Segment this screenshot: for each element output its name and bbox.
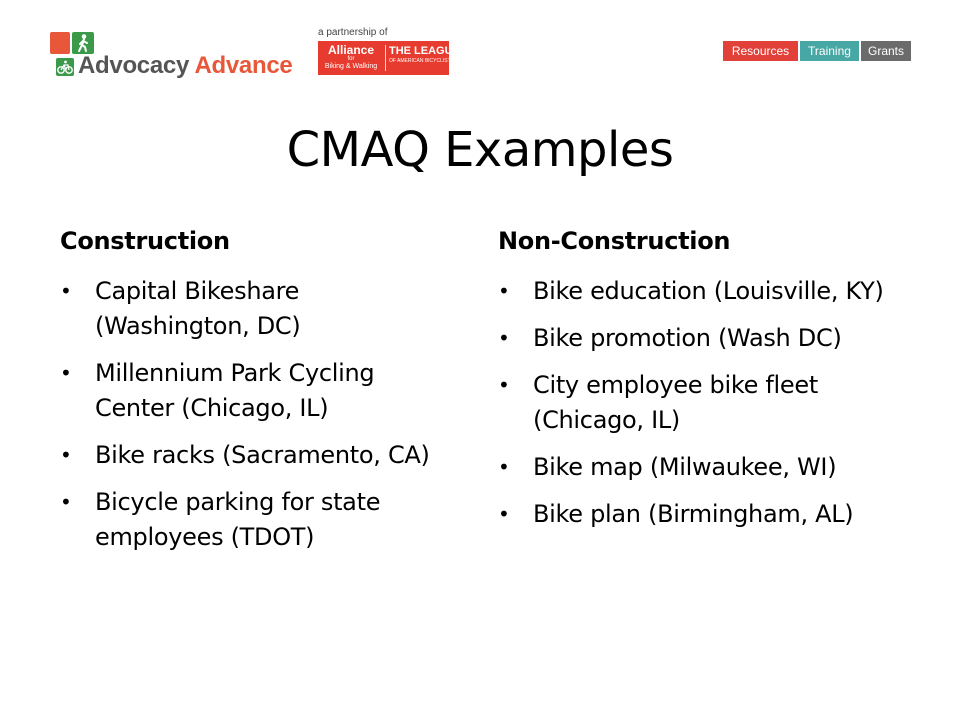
nav-grants-button[interactable]: Grants: [861, 41, 911, 61]
construction-list: [60, 274, 460, 555]
construction-item: [60, 356, 460, 426]
alliance-logo[interactable]: [321, 44, 381, 72]
league-line1: THE LEAGUE: [389, 45, 460, 57]
non-construction-list: [498, 274, 898, 532]
construction-heading: Construction: [60, 227, 230, 255]
non-construction-item-text: Bike plan (Birmingham, AL): [533, 500, 854, 528]
partner-divider: [385, 45, 386, 71]
construction-item-text: Capital Bikeshare (Washington, DC): [95, 277, 301, 340]
bullet-icon: •: [498, 502, 510, 526]
bullet-icon: •: [498, 279, 510, 303]
construction-column: [60, 222, 460, 567]
league-line2: OF AMERICAN BICYCLISTS: [389, 58, 455, 64]
alliance-line3: Biking & Walking: [324, 63, 378, 70]
bullet-icon: •: [498, 373, 510, 397]
logo-green-square: [72, 32, 94, 54]
alliance-line2: for: [347, 56, 355, 62]
league-logo[interactable]: [389, 45, 460, 64]
construction-item: [60, 438, 460, 473]
logo-wordmark: [78, 52, 292, 80]
non-construction-item: [498, 321, 898, 356]
construction-item: [60, 485, 460, 555]
bullet-icon: •: [60, 279, 72, 303]
logo-word-advance: Advance: [194, 52, 293, 79]
bullet-icon: •: [498, 326, 510, 350]
non-construction-column: [498, 222, 898, 544]
nav-resources-button[interactable]: Resources: [723, 41, 798, 61]
bullet-icon: •: [60, 361, 72, 385]
construction-item-text: Millennium Park Cycling Center (Chicago, IL): [95, 359, 375, 422]
nav-training-button[interactable]: Training: [800, 41, 859, 61]
non-construction-item: [498, 497, 898, 532]
bullet-icon: •: [60, 443, 72, 467]
non-construction-item: [498, 274, 898, 309]
construction-item-text: Bicycle parking for state employees (TDOT): [95, 488, 381, 551]
non-construction-item: [498, 368, 898, 438]
logo-orange-square: [50, 32, 70, 54]
non-construction-item-text: City employee bike fleet (Chicago, IL): [533, 371, 818, 434]
partnership-label: a partnership of: [318, 27, 388, 38]
slide-title: CMAQ Examples: [286, 122, 674, 178]
partner-logos: [318, 41, 460, 75]
logo-word-advocacy: Advocacy: [78, 52, 189, 79]
alliance-line1: Alliance: [327, 43, 375, 57]
bullet-icon: •: [60, 490, 72, 514]
non-construction-item: [498, 450, 898, 485]
bullet-icon: •: [498, 455, 510, 479]
non-construction-item-text: Bike promotion (Wash DC): [533, 324, 842, 352]
construction-item-text: Bike racks (Sacramento, CA): [95, 441, 430, 469]
advocacy-advance-logo[interactable]: [50, 30, 310, 80]
construction-item: [60, 274, 460, 344]
non-construction-item-text: Bike map (Milwaukee, WI): [533, 453, 837, 481]
non-construction-item-text: Bike education (Louisville, KY): [533, 277, 884, 305]
bicycle-icon: [56, 58, 74, 76]
non-construction-heading: Non-Construction: [498, 227, 731, 255]
pedestrian-icon: [72, 32, 94, 54]
